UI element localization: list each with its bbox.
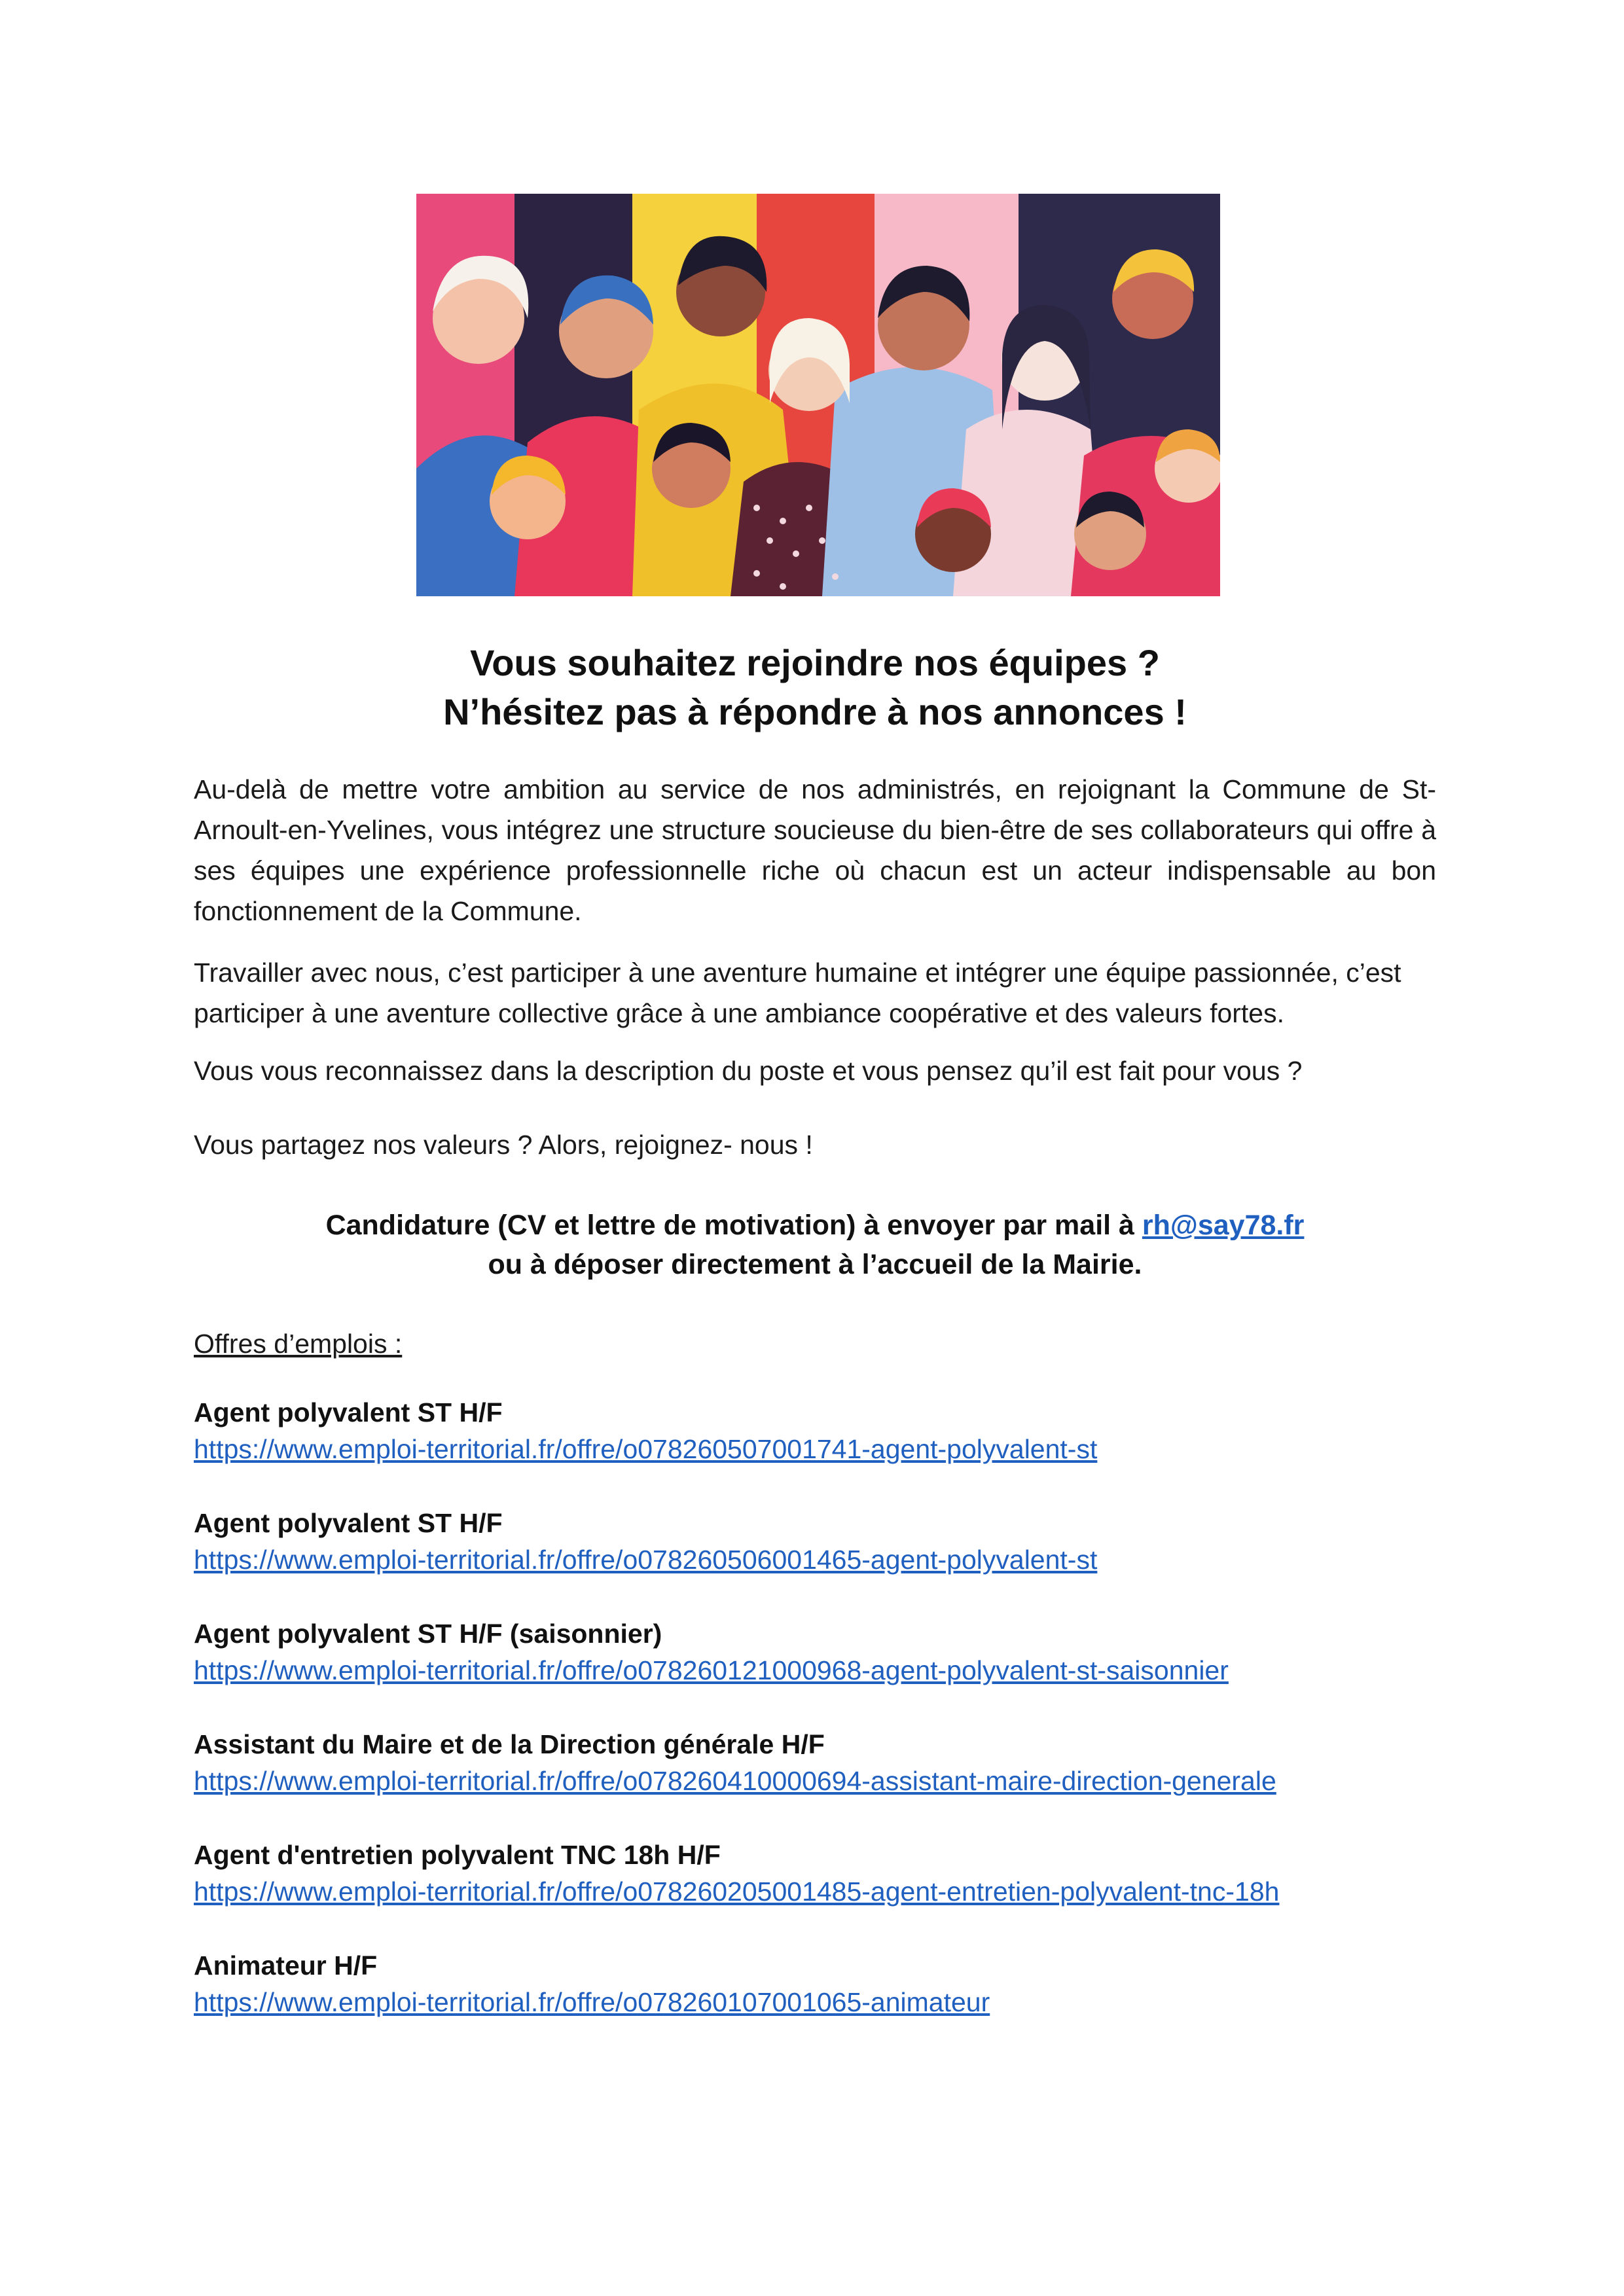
job-offer-title: Assistant du Maire et de la Direction générale H/F	[194, 1729, 825, 1759]
job-offer-link[interactable]: https://www.emploi-territorial.fr/offre/o078260507001741-agent-polyvalent-st	[194, 1434, 1098, 1464]
job-offer-link[interactable]: https://www.emploi-territorial.fr/offre/o078260107001065-animateur	[194, 1987, 990, 2017]
cta-line-2: ou à déposer directement à l’accueil de la Mairie.	[488, 1249, 1142, 1280]
job-offer-title: Agent d'entretien polyvalent TNC 18h H/F	[194, 1840, 721, 1870]
heading-line-1: Vous souhaitez rejoindre nos équipes ?	[470, 642, 1160, 683]
job-offer	[194, 1947, 1436, 2020]
cta-line-1-text: Candidature (CV et lettre de motivation) à envoyer par mail à	[325, 1210, 1142, 1241]
application-instructions	[194, 1206, 1436, 1284]
job-offer-title: Agent polyvalent ST H/F	[194, 1508, 503, 1538]
recognition-paragraph: Vous vous reconnaissez dans la description du poste et vous pensez qu’il est fait pour vous ?	[194, 1056, 1303, 1086]
job-offer-link[interactable]: https://www.emploi-territorial.fr/offre/o078260506001465-agent-polyvalent-st	[194, 1545, 1098, 1575]
team-paragraph: Travailler avec nous, c’est participer à une aventure humaine et intégrer une équipe passionnée, c’est participer à une aventure collective grâce à une ambiance coopérative et des valeurs fortes.	[194, 958, 1401, 1028]
page-heading	[194, 638, 1436, 736]
email-link[interactable]: rh@say78.fr	[1142, 1210, 1305, 1241]
job-offer	[194, 1726, 1436, 1799]
job-offer	[194, 1505, 1436, 1578]
cta-line-1	[194, 1206, 1436, 1245]
job-offer	[194, 1837, 1436, 1910]
job-offer-link[interactable]: https://www.emploi-territorial.fr/offre/o078260410000694-assistant-maire-direction-generale	[194, 1766, 1276, 1796]
hero-illustration-crowd	[416, 194, 1220, 596]
job-offer-title: Agent polyvalent ST H/F (saisonnier)	[194, 1619, 662, 1649]
offers-section-title: Offres d’emplois :	[194, 1329, 403, 1359]
job-offer-link[interactable]: https://www.emploi-territorial.fr/offre/o078260121000968-agent-polyvalent-st-saisonnier	[194, 1655, 1229, 1685]
job-offer-title: Animateur H/F	[194, 1950, 378, 1981]
crowd-illustration-graphic	[416, 194, 1220, 596]
heading-line-2: N’hésitez pas à répondre à nos annonces !	[443, 691, 1187, 732]
values-paragraph: Vous partagez nos valeurs ? Alors, rejoignez- nous !	[194, 1130, 813, 1160]
job-offer	[194, 1615, 1436, 1689]
intro-paragraph: Au-delà de mettre votre ambition au service de nos administrés, en rejoignant la Commune de St-Arnoult-en-Yvelines, vous intégrez une structure soucieuse du bien-être de ses collaborateurs qui offre à ses équipes une expérience professionnelle riche où chacun est un acteur indispensable au bon fonctionnement de la Commune.	[194, 774, 1436, 926]
job-offer-link[interactable]: https://www.emploi-territorial.fr/offre/o078260205001485-agent-entretien-polyvalent-tnc-18h	[194, 1876, 1280, 1907]
job-offer-title: Agent polyvalent ST H/F	[194, 1397, 503, 1427]
job-offer	[194, 1394, 1436, 1467]
